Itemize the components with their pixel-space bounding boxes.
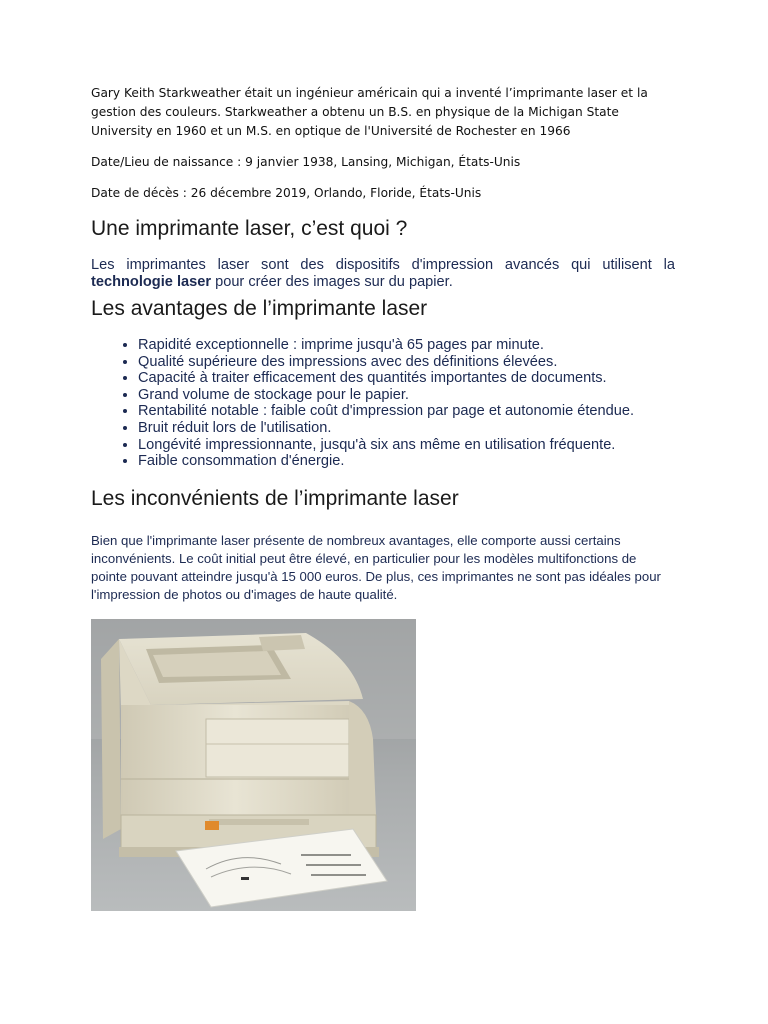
list-item: • Longévité impressionnante, jusqu'à six ans même en utilisation fréquente. [138, 437, 675, 454]
drawbacks-paragraph: Bien que l'imprimante laser présente de nombreux avantages, elle comporte aussi certains inconvénients. Le coût initial peut être élevé, en particulier pour les modèles multifonctions de pointe pouvant atteindre jusqu'à 15 000 euros. De plus, ces imprimantes ne sont pas idéales pour l'impression de photos ou d'images de haute qualité. [91, 532, 661, 602]
list-item: • Grand volume de stockage pour le papier. [138, 387, 675, 404]
laser-printer-photo [91, 619, 416, 911]
heading-advantages: Les avantages de l’imprimante laser [91, 297, 428, 320]
document-body [91, 84, 675, 604]
what-text-before: Les imprimantes laser sont des dispositifs d'impression avancés qui utilisent la [91, 257, 675, 273]
list-item: • Bruit réduit lors de l'utilisation. [138, 420, 675, 437]
birth-info: Date/Lieu de naissance : 9 janvier 1938, Lansing, Michigan, États-Unis [91, 155, 521, 169]
list-item: • Rapidité exceptionnelle : imprime jusqu'à 65 pages par minute. [138, 337, 675, 354]
what-is-paragraph [91, 257, 675, 290]
heading-drawbacks: Les inconvénients de l’imprimante laser [91, 486, 459, 510]
death-info: Date de décès : 26 décembre 2019, Orlando, Floride, États-Unis [91, 186, 482, 200]
advantages-list [91, 337, 675, 470]
laser-technology-term: technologie laser [91, 273, 212, 290]
heading-what-is: Une imprimante laser, c’est quoi ? [91, 217, 408, 240]
list-item: • Qualité supérieure des impressions avec des définitions élevées. [138, 354, 675, 371]
list-item: • Capacité à traiter efficacement des quantités importantes de documents. [138, 370, 675, 387]
list-item: • Rentabilité notable : faible coût d'impression par page et autonomie étendue. [138, 403, 675, 420]
list-item: • Faible consommation d'énergie. [138, 453, 675, 470]
bio-intro: Gary Keith Starkweather était un ingénieur américain qui a inventé l’imprimante laser et la gestion des couleurs. Starkweather a obtenu un B.S. en physique de la Michigan State University en 1960 et un M.S. en optique de l'Université de Rochester en 1966 [91, 86, 648, 138]
what-text-after: pour créer des images sur du papier. [211, 273, 453, 290]
